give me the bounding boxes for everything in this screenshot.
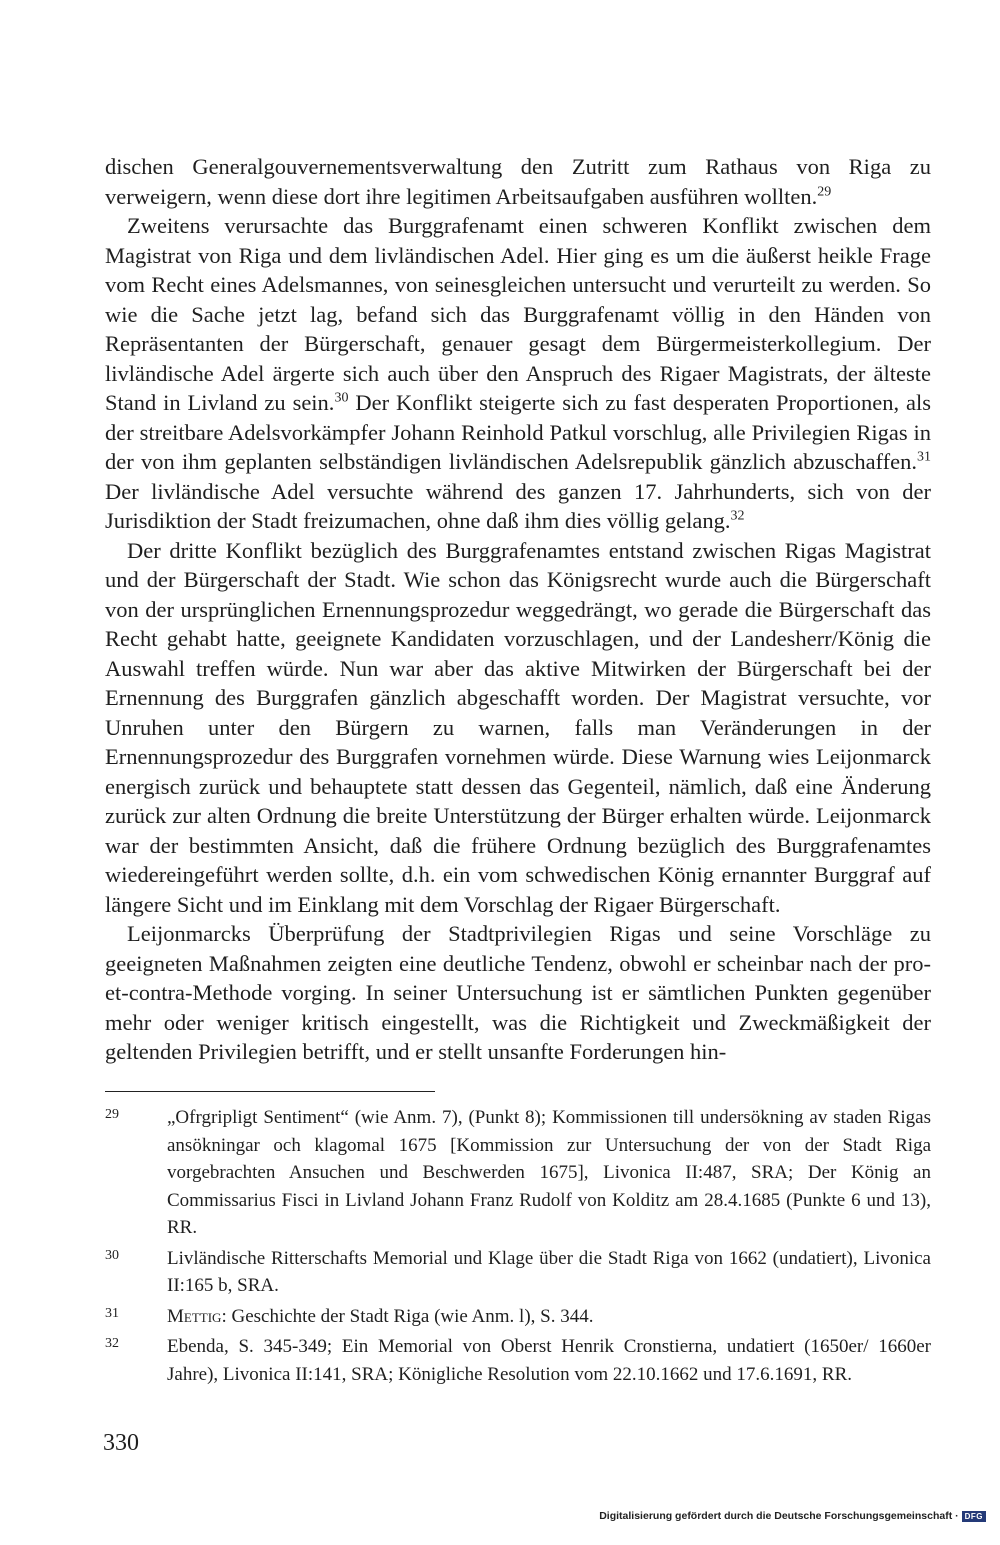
paragraph-2: [105, 211, 931, 536]
footnote-separator: [105, 1091, 435, 1092]
paragraph-text: Der livländische Adel versuchte während des ganzen 17. Jahrhunderts, sich von der Jurisdiktion der Stadt freizumachen, ohne daß ihm dies völlig gelang.: [105, 478, 931, 533]
body-text: [105, 152, 931, 1067]
footnote-ref-30[interactable]: 30: [334, 390, 349, 406]
footnote-32: [105, 1333, 931, 1388]
paragraph-4: [105, 919, 931, 1067]
footnote-number: 32: [105, 1336, 119, 1351]
footnote-29: [105, 1104, 931, 1242]
footnotes: [105, 1104, 931, 1391]
footnote-text: Livländische Ritterschafts Memorial und Klage über die Stadt Riga von 1662 (undatiert), Livonica II:165 b, SRA.: [167, 1247, 931, 1296]
dfg-attribution: [599, 1510, 986, 1522]
dfg-logo-icon: DFG: [962, 1511, 986, 1522]
paragraph-3: [105, 536, 931, 920]
paragraph-text: Leijonmarcks Überprüfung der Stadtprivilegien Rigas und seine Vorschläge zu geeigneten Maßnahmen zeigten eine deutliche Tendenz, obwohl er scheinbar nach der pro-et-contra-Methode vorging. In seiner Untersuchung ist er sämtlichen Punkten gegenüber mehr oder weniger kritisch eingestellt, was die Richtigkeit und Zweckmäßigkeit der geltenden Privilegien betrifft, und er stellt unsanfte Forderungen hin-: [105, 921, 931, 1064]
footnote-ref-32[interactable]: 32: [730, 508, 745, 524]
dfg-attribution-text: Digitalisierung gefördert durch die Deutsche Forschungsgemeinschaft ·: [599, 1510, 959, 1522]
footnote-text: „Ofrgripligt Sentiment“ (wie Anm. 7), (Punkt 8); Kommissionen till undersökning av staden Rigas ansökningar och klagomal 1675 [Kommission zur Untersuchung der von der Stadt Riga vorgebrachten Ansuchen und Beschwerden 1675], Livonica II:487, SRA; Der König an Commissarius Fisci in Livland Johann Franz Rudolf von Kolditz am 28.4.1685 (Punkte 6 und 13), RR.: [167, 1107, 931, 1238]
footnote-31: [105, 1303, 931, 1331]
footnote-number: 31: [105, 1305, 119, 1321]
paragraph-text: dischen Generalgouvernementsverwaltung den Zutritt zum Rathaus von Riga zu verweigern, wenn diese dort ihre legitimen Arbeitsaufgaben ausführen wollten.: [105, 154, 931, 209]
footnote-ref-29[interactable]: 29: [817, 184, 832, 200]
footnote-number: 29: [105, 1107, 119, 1122]
footnote-number: 30: [105, 1247, 119, 1263]
paragraph-text: Der Konflikt steigerte sich zu fast desperaten Proportionen, als der streitbare Adelsvorkämpfer Johann Reinhold Patkul vorschlug, alle Privilegien Rigas in der von ihm geplanten selbständigen livländischen Adelsrepublik gänzlich abzuschaffen.: [105, 390, 931, 474]
paragraph-text: Zweitens verursachte das Burggrafenamt einen schweren Konflikt zwischen dem Magistrat von Riga und dem livländischen Adel. Hier ging es um die äußerst heikle Frage vom Recht eines Adelsmannes, von seinesgleichen untersucht und verurteilt zu werden. So wie die Sache jetzt lag, befand sich das Burggrafenamt völlig in den Händen von Repräsentanten der Bürgerschaft, genauer gesagt dem Bürgermeisterkollegium. Der livländische Adel ärgerte sich auch über den Anspruch des Rigaer Magistrats, der älteste Stand in Livland zu sein.: [105, 213, 931, 415]
paragraph-1: [105, 152, 931, 211]
paragraph-text: Der dritte Konflikt bezüglich des Burggrafenamtes entstand zwischen Rigas Magistrat und der Bürgerschaft der Stadt. Wie schon das Königsrecht wurde auch die Bürgerschaft von der ursprünglichen Ernennungsprozedur weggedrängt, wo gerade die Bürgerschaft das Recht gehabt hatte, geeignete Kandidaten vorzuschlagen, und der Landesherr/König die Auswahl treffen würde. Nun war aber das aktive Mitwirken der Bürgerschaft bei der Ernennung des Burggrafen gänzlich abgeschafft worden. Der Magistrat versuchte, vor Unruhen unter den Bürgern zu warnen, falls man Veränderungen in der Ernennungsprozedur des Burggrafen vornehmen würde. Diese Warnung wies Leijonmarck energisch zurück und behauptete statt dessen das Gegenteil, nämlich, daß eine Änderung zurück zur alten Ordnung die breite Unterstützung der Bürger erhalten würde. Leijonmarck war der bestimmten Ansicht, daß die frühere Ordnung bezüglich des Burggrafenamtes wiedereingeführt werden sollte, d.h. ein vom schwedischen König ernannter Burggraf auf längere Sicht und im Einklang mit dem Vorschlag der Rigaer Bürgerschaft.: [105, 537, 931, 917]
footnote-text: [167, 1303, 931, 1331]
author-name: Mettig: [167, 1305, 222, 1327]
footnote-30: [105, 1245, 931, 1300]
citation-text: : Geschichte der Stadt Riga (wie Anm. l), S. 344.: [221, 1305, 594, 1327]
footnote-text: Ebenda, S. 345-349; Ein Memorial von Oberst Henrik Cronstierna, undatiert (1650er/ 1660er Jahre), Livonica II:141, SRA; Königliche Resolution vom 22.10.1662 und 17.6.1691, RR.: [167, 1336, 931, 1385]
page-number: 330: [103, 1430, 139, 1456]
footnote-ref-31[interactable]: 31: [917, 449, 931, 465]
